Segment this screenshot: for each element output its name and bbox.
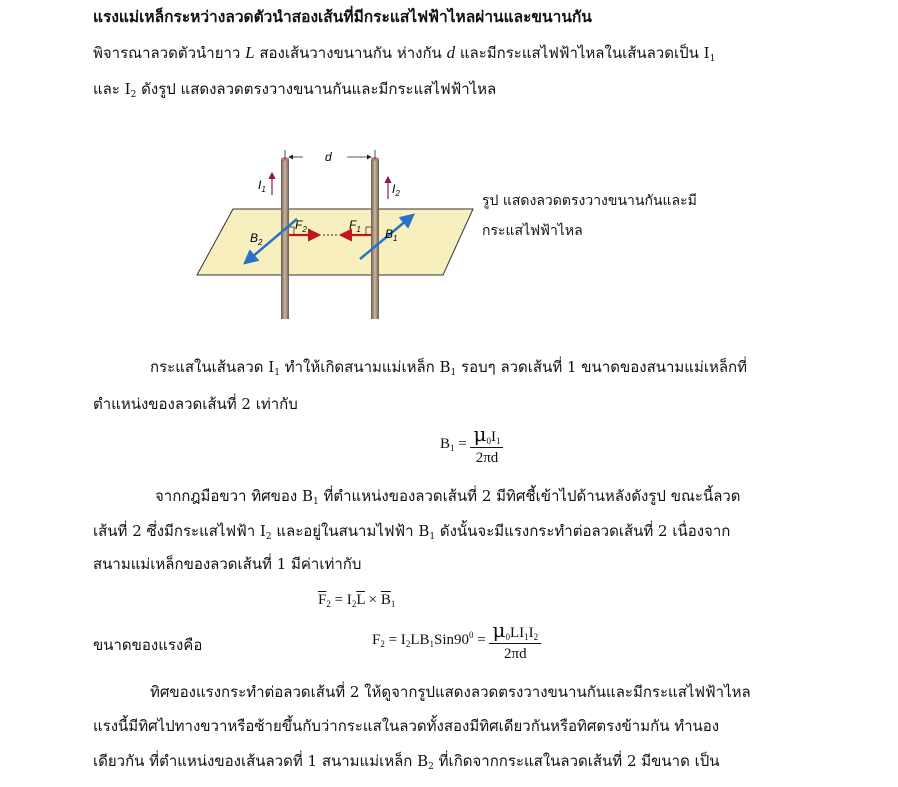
eq-lhs: B [440, 435, 451, 452]
para3-line-1: ทิศของแรงกระทำต่อลวดเส้นที่ 2 ให้ดูจากรูปแสดงลวดตรงวางขนานกันและมีกระแสไฟฟ้าไหล [150, 683, 751, 701]
intro-text: และ I [93, 80, 131, 98]
equation-B1 [440, 422, 503, 467]
para-text: ดังนั้นจะมีแรงกระทำต่อลวดเส้นที่ 2 เนื่องจาก [435, 522, 731, 540]
subscript: 1 [313, 497, 319, 507]
para-text: และอยู่ในสนามไฟฟ้า B [271, 522, 430, 540]
subscript: 2 [265, 532, 272, 542]
wire-1 [281, 159, 289, 319]
para2-line-1 [155, 485, 741, 513]
para3-line-2: แรงนี้มีทิศไปทางขวาหรือซ้ายขึ้นกับว่ากระแสในลวดทั้งสองมีทิศเดียวกันหรือทิศตรงข้ามกัน ทำนอง [93, 717, 720, 735]
subscript: 1 [709, 54, 716, 64]
intro-text: ดังรูป แสดงลวดตรงวางขนานกันและมีกระแสไฟฟ้าไหล [136, 80, 497, 98]
equation-F2-vector: $\overline{F}_2 = I_2\overline{L} \times \overline{B}_1$ [318, 592, 396, 609]
intro-text: สองเส้นวางขนานกัน ห่างกัน [254, 44, 447, 62]
eq-numerator: $\mu_0I_1$ [470, 422, 503, 448]
para-text: กระแสในเส้นลวด I [150, 358, 275, 376]
eq-denominator: 2πd [475, 450, 499, 466]
para-text: จากกฎมือขวา ทิศของ B [155, 487, 313, 505]
subscript: 2 [130, 90, 137, 100]
eq-equals: = [454, 435, 471, 452]
var-d: d [446, 43, 456, 62]
para1-line-2: ตำแหน่งของลวดเส้นที่ 2 เท่ากับ [93, 395, 298, 413]
label-I1: $I_1$ [258, 178, 266, 194]
label-B1: $B_1$ [385, 227, 398, 243]
intro-text: พิจารณาลวดตัวนำยาว [93, 44, 246, 62]
intro-line-2 [93, 78, 496, 106]
para2-line-2 [93, 520, 730, 548]
eq-denominator: 2πd [504, 646, 527, 662]
para-text: เดียวกัน ที่ตำแหน่งของเส้นลวดที่ 1 สนามแม่เหล็ก B [93, 752, 429, 770]
caption-line-1: รูป แสดงลวดตรงวางขนานกันและมี [482, 193, 697, 209]
para-text: ทำให้เกิดสนามแม่เหล็ก B [279, 358, 451, 376]
subscript: 1 [429, 532, 436, 542]
para1-line-1 [150, 356, 747, 384]
var-L: L [245, 43, 255, 62]
subscript: 2 [428, 762, 434, 772]
subscript: 1 [450, 442, 455, 453]
eq-F: $\overline{F}$ [318, 592, 327, 608]
eq-fraction [470, 422, 503, 467]
subscript: 1 [450, 368, 457, 378]
para2-line-3: สนามแม่เหล็กของลวดเส้นที่ 1 มีค่าเท่ากับ [93, 555, 362, 573]
eq-numerator: $\mu_0LI_1I_2$ [489, 618, 541, 644]
equation-F2-magnitude: $F_2 = I_2LB_1Sin90^0$ = $\frac{\mu_0LI_1I_2}{2\pi d}$ [372, 618, 541, 663]
figure-caption [482, 190, 697, 242]
para-text: ที่ตำแหน่งของลวดเส้นที่ 2 มีทิศชี้เข้าไปด้านหลังดังรูป ขณะนี้ลวด [318, 487, 741, 505]
eq-fraction [489, 618, 541, 663]
label-d: d [325, 150, 332, 164]
label-F2: $F_2$ [295, 218, 307, 234]
magnitude-label: ขนาดของแรงคือ [93, 636, 203, 654]
parallel-wires-figure [195, 147, 475, 322]
para-text: ที่เกิดจากกระแสในลวดเส้นที่ 2 มีขนาด เป็น [433, 752, 720, 770]
label-B2: $B_2$ [250, 231, 263, 247]
para-text: รอบๆ ลวดเส้นที่ 1 ขนาดของสนามแม่เหล็กที่ [456, 358, 748, 376]
subscript: 1 [274, 368, 280, 378]
page-title: แรงแม่เหล็กระหว่างลวดตัวนำสองเส้นที่มีกระแสไฟฟ้าไหลผ่านและขนานกัน [93, 7, 592, 26]
wire-2 [371, 159, 379, 319]
plane [197, 209, 473, 275]
intro-line-1 [93, 42, 715, 70]
label-F1: $F_1$ [349, 218, 361, 234]
para-text: เส้นที่ 2 ซึ่งมีกระแสไฟฟ้า I [93, 522, 266, 540]
intro-text: และมีกระแสไฟฟ้าไหลในเส้นลวดเป็น I [455, 44, 710, 62]
caption-line-2: กระแสไฟฟ้าไหล [482, 223, 583, 239]
para3-line-3 [93, 750, 720, 778]
label-I2: $I_2$ [392, 182, 400, 198]
figure-svg [195, 147, 475, 322]
